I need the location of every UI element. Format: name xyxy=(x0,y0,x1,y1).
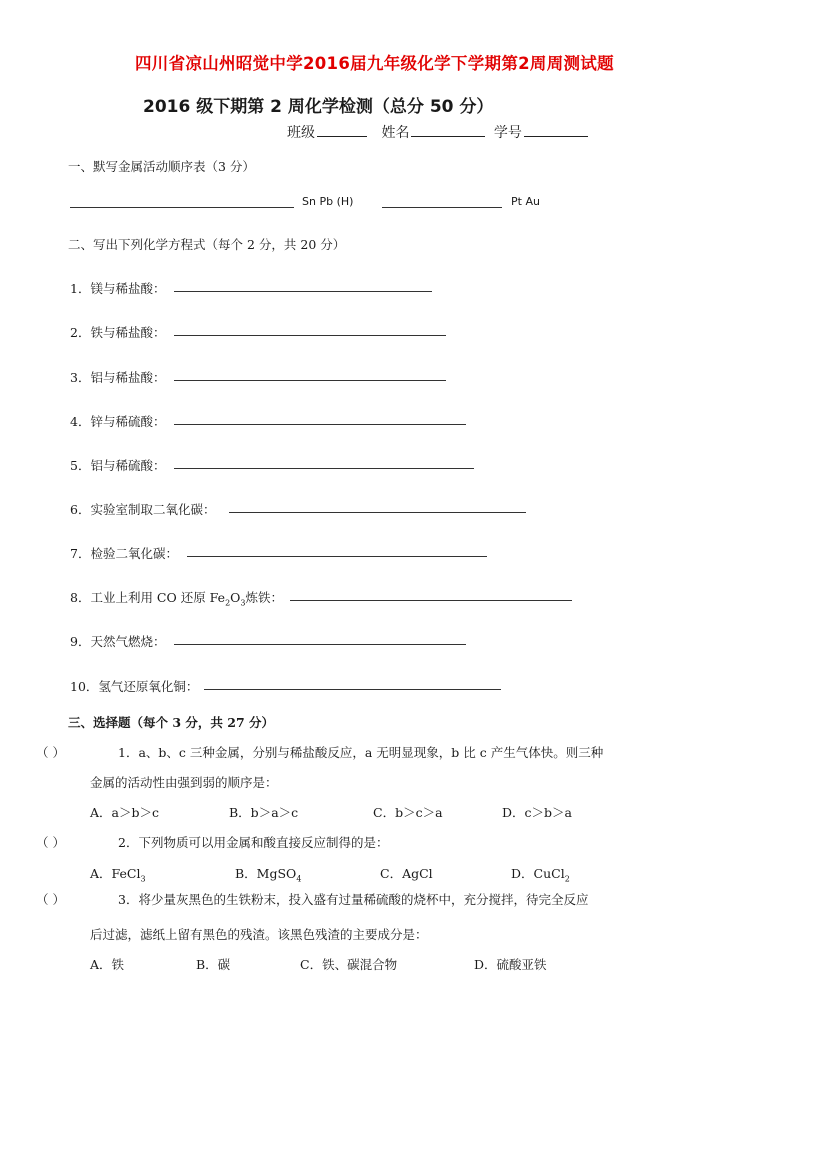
q2-option-b[interactable] xyxy=(235,864,301,884)
q2-stem: 2．下列物质可以用金属和酸直接反应制得的是： xyxy=(118,835,389,850)
equation-item-5: 5．铝与稀硫酸： xyxy=(70,458,166,473)
q2-option-d-subscript: 2 xyxy=(564,874,570,884)
q3-option-a[interactable]: A．铁 xyxy=(90,957,125,972)
q1-stem: 1．a、b、c 三种金属，分别与稀盐酸反应，a 无明显现象，b 比 c 产生气体快。则三种 xyxy=(118,745,604,760)
section1-title: 一、默写金属活动顺序表（3 分） xyxy=(68,159,255,174)
name-field[interactable] xyxy=(411,135,485,137)
q1-answer-paren[interactable]: （ ） xyxy=(36,745,65,760)
q1-option-c[interactable]: C．b＞c＞a xyxy=(373,805,443,820)
equation-item-6: 6．实验室制取二氧化碳： xyxy=(70,502,216,517)
metal-series-middle: Sn Pb (H) xyxy=(302,195,354,208)
q2-option-b-subscript: 4 xyxy=(296,874,302,884)
q1-option-a[interactable]: A．a＞b＞c xyxy=(90,805,159,820)
equation-answer-line-1[interactable] xyxy=(174,291,432,292)
equation-answer-line-9[interactable] xyxy=(174,644,466,645)
q2-option-a-text: A．FeCl xyxy=(90,866,141,881)
fe2o3-oxygen: O xyxy=(230,590,241,605)
equation-item-8 xyxy=(70,588,283,608)
metal-series-blank-2[interactable] xyxy=(382,207,502,208)
equation-item-8-prefix: 8．工业上利用 CO 还原 Fe xyxy=(70,590,226,605)
equation-answer-line-7[interactable] xyxy=(187,556,487,557)
fe2o3-subscript-2: 2 xyxy=(225,598,231,608)
id-label: 学号 xyxy=(493,125,522,141)
q3-option-d[interactable]: D．硫酸亚铁 xyxy=(474,957,547,972)
equation-item-3: 3．铝与稀盐酸： xyxy=(70,370,166,385)
q1-option-b[interactable]: B．b＞a＞c xyxy=(229,805,299,820)
page-header-title: 四川省凉山州昭觉中学2016届九年级化学下学期第2周周测试题 xyxy=(135,54,614,73)
equation-answer-line-5[interactable] xyxy=(174,468,474,469)
q2-option-b-text: B．MgSO xyxy=(235,866,297,881)
equation-answer-line-3[interactable] xyxy=(174,380,446,381)
q3-option-b[interactable]: B．碳 xyxy=(196,957,231,972)
equation-item-1: 1．镁与稀盐酸： xyxy=(70,281,166,296)
q2-option-a-subscript: 3 xyxy=(140,874,146,884)
equation-item-10: 10．氢气还原氧化铜： xyxy=(70,679,199,694)
q2-option-c[interactable]: C．AgCl xyxy=(380,866,433,881)
equation-item-7: 7．检验二氧化碳： xyxy=(70,546,178,561)
q2-option-d-text: D．CuCl xyxy=(511,866,565,881)
equation-item-8-suffix: 炼铁： xyxy=(245,590,284,605)
equation-answer-line-10[interactable] xyxy=(204,689,501,690)
fe2o3-subscript-3: 3 xyxy=(240,598,246,608)
q3-answer-paren[interactable]: （ ） xyxy=(36,892,65,907)
equation-item-4: 4．锌与稀硫酸： xyxy=(70,414,166,429)
equation-answer-line-4[interactable] xyxy=(174,424,466,425)
class-label: 班级 xyxy=(287,125,315,141)
student-info-row xyxy=(287,122,590,142)
q2-option-a[interactable] xyxy=(90,864,146,884)
metal-series-end: Pt Au xyxy=(511,195,540,208)
q3-option-c[interactable]: C．铁、碳混合物 xyxy=(300,957,398,972)
equation-answer-line-6[interactable] xyxy=(229,512,526,513)
section2-title: 二、写出下列化学方程式（每个 2 分，共 20 分） xyxy=(68,237,346,252)
equation-item-9: 9．天然气燃烧： xyxy=(70,634,166,649)
q1-stem-cont: 金属的活动性由强到弱的顺序是： xyxy=(90,775,278,790)
q2-option-d[interactable] xyxy=(511,864,570,884)
section3-title: 三、选择题（每个 3 分，共 27 分） xyxy=(68,715,275,730)
q2-answer-paren[interactable]: （ ） xyxy=(36,835,65,850)
q3-stem: 3．将少量灰黑色的生铁粉末，投入盛有过量稀硫酸的烧杯中，充分搅拌，待完全反应 xyxy=(118,892,589,907)
equation-answer-line-8[interactable] xyxy=(290,600,572,601)
q1-option-d[interactable]: D．c＞b＞a xyxy=(502,805,572,820)
equation-item-2: 2．铁与稀盐酸： xyxy=(70,325,166,340)
exam-title: 2016 级下期第 2 周化学检测（总分 50 分） xyxy=(143,97,494,117)
q3-stem-cont: 后过滤，滤纸上留有黑色的残渣。该黑色残渣的主要成分是： xyxy=(90,927,428,942)
name-label: 姓名 xyxy=(381,125,410,141)
metal-series-blank-1[interactable] xyxy=(70,207,294,208)
equation-answer-line-2[interactable] xyxy=(174,335,446,336)
class-field[interactable] xyxy=(317,135,367,137)
id-field[interactable] xyxy=(524,135,588,137)
